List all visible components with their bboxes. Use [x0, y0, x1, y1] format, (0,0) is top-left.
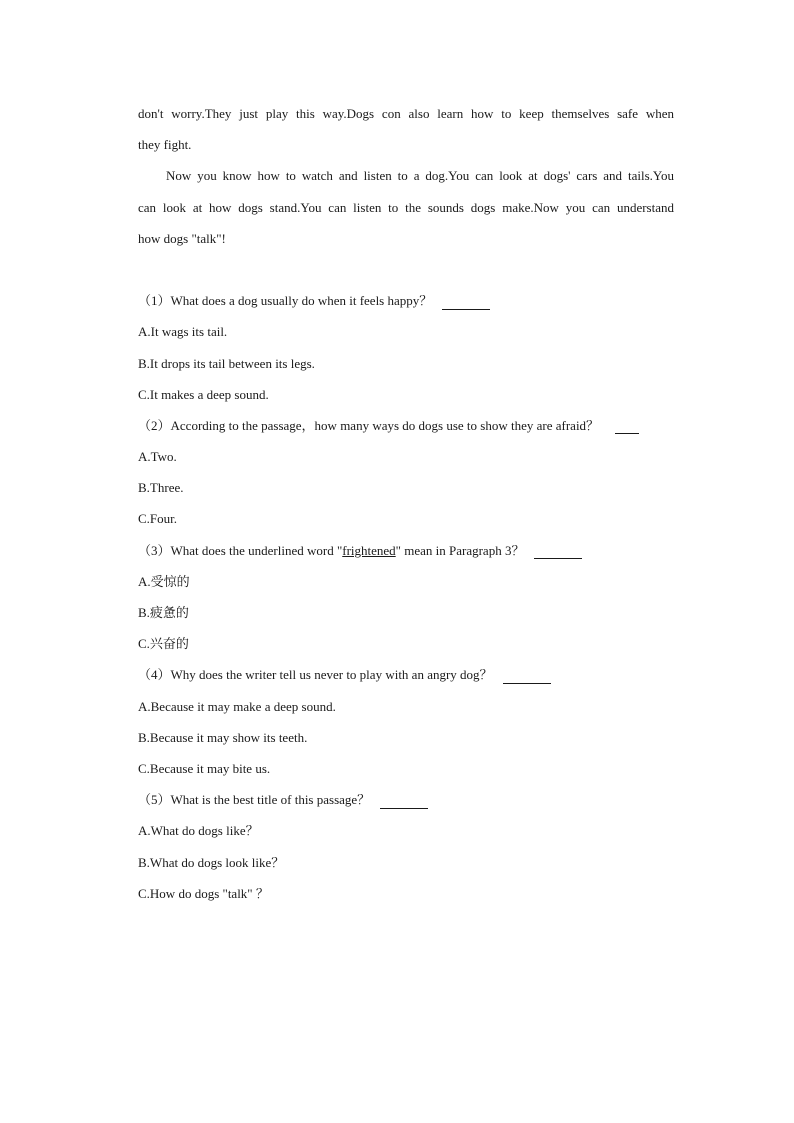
- answer-option: B.Three.: [138, 480, 184, 496]
- answer-option: A.What do dogs like？: [138, 823, 259, 839]
- answer-option: B.Because it may show its teeth.: [138, 729, 308, 745]
- answer-option: C.Four.: [138, 511, 178, 527]
- answer-blank[interactable]: [534, 544, 582, 559]
- passage-line: don't worry.They just play this way.Dogs con also learn how to keep themselves safe when: [138, 106, 674, 121]
- answer-option: A.受惊的: [138, 573, 190, 589]
- question-stem: [138, 659, 674, 690]
- passage-line: how dogs "talk"!: [138, 230, 226, 246]
- question-text: What does a dog usually do when it feels happy？: [170, 293, 433, 309]
- question-number: （4）: [138, 667, 171, 683]
- question-text-after: " mean in Paragraph 3？: [395, 542, 525, 558]
- answer-blank[interactable]: [503, 669, 551, 684]
- answer-option: B.It drops its tail between its legs.: [138, 355, 315, 371]
- question-stem: [138, 784, 674, 815]
- question-text-before: What does the underlined word ": [170, 542, 343, 558]
- answer-blank[interactable]: [615, 419, 639, 434]
- answer-option: C.How do dogs "talk" ？: [138, 885, 269, 901]
- document-page: [138, 98, 674, 909]
- question-stem: [138, 410, 674, 441]
- question-text: What is the best title of this passage？: [170, 792, 371, 808]
- question-number: （3）: [138, 542, 171, 558]
- answer-option: A.Two.: [138, 449, 177, 465]
- question-stem: [138, 285, 674, 316]
- question-stem: [138, 535, 674, 566]
- answer-option: C.兴奋的: [138, 636, 189, 652]
- answer-option: B.What do dogs look like？: [138, 854, 285, 870]
- passage-line: they fight.: [138, 137, 192, 153]
- question-number: （5）: [138, 792, 171, 808]
- answer-option: B.疲惫的: [138, 605, 189, 620]
- passage-line: Now you know how to watch and listen to a dog.You can look at dogs' cars and tails.You: [166, 168, 674, 184]
- answer-blank[interactable]: [380, 794, 428, 809]
- answer-option: C.Because it may bite us.: [138, 760, 271, 776]
- answer-option: C.It makes a deep sound.: [138, 386, 269, 402]
- answer-option: A.It wags its tail.: [138, 324, 228, 340]
- question-number: （2）: [138, 417, 171, 433]
- question-number: （1）: [138, 293, 171, 309]
- answer-option: A.Because it may make a deep sound.: [138, 698, 336, 714]
- answer-blank[interactable]: [442, 295, 490, 310]
- question-text: According to the passage，how many ways do dogs use to show they are afraid？: [170, 417, 600, 433]
- spacer: [138, 254, 674, 285]
- passage-line: can look at how dogs stand.You can listen to the sounds dogs make.Now you can understand: [138, 199, 674, 215]
- underlined-word: frightened: [342, 542, 396, 558]
- question-text: Why does the writer tell us never to play with an angry dog？: [170, 667, 493, 683]
